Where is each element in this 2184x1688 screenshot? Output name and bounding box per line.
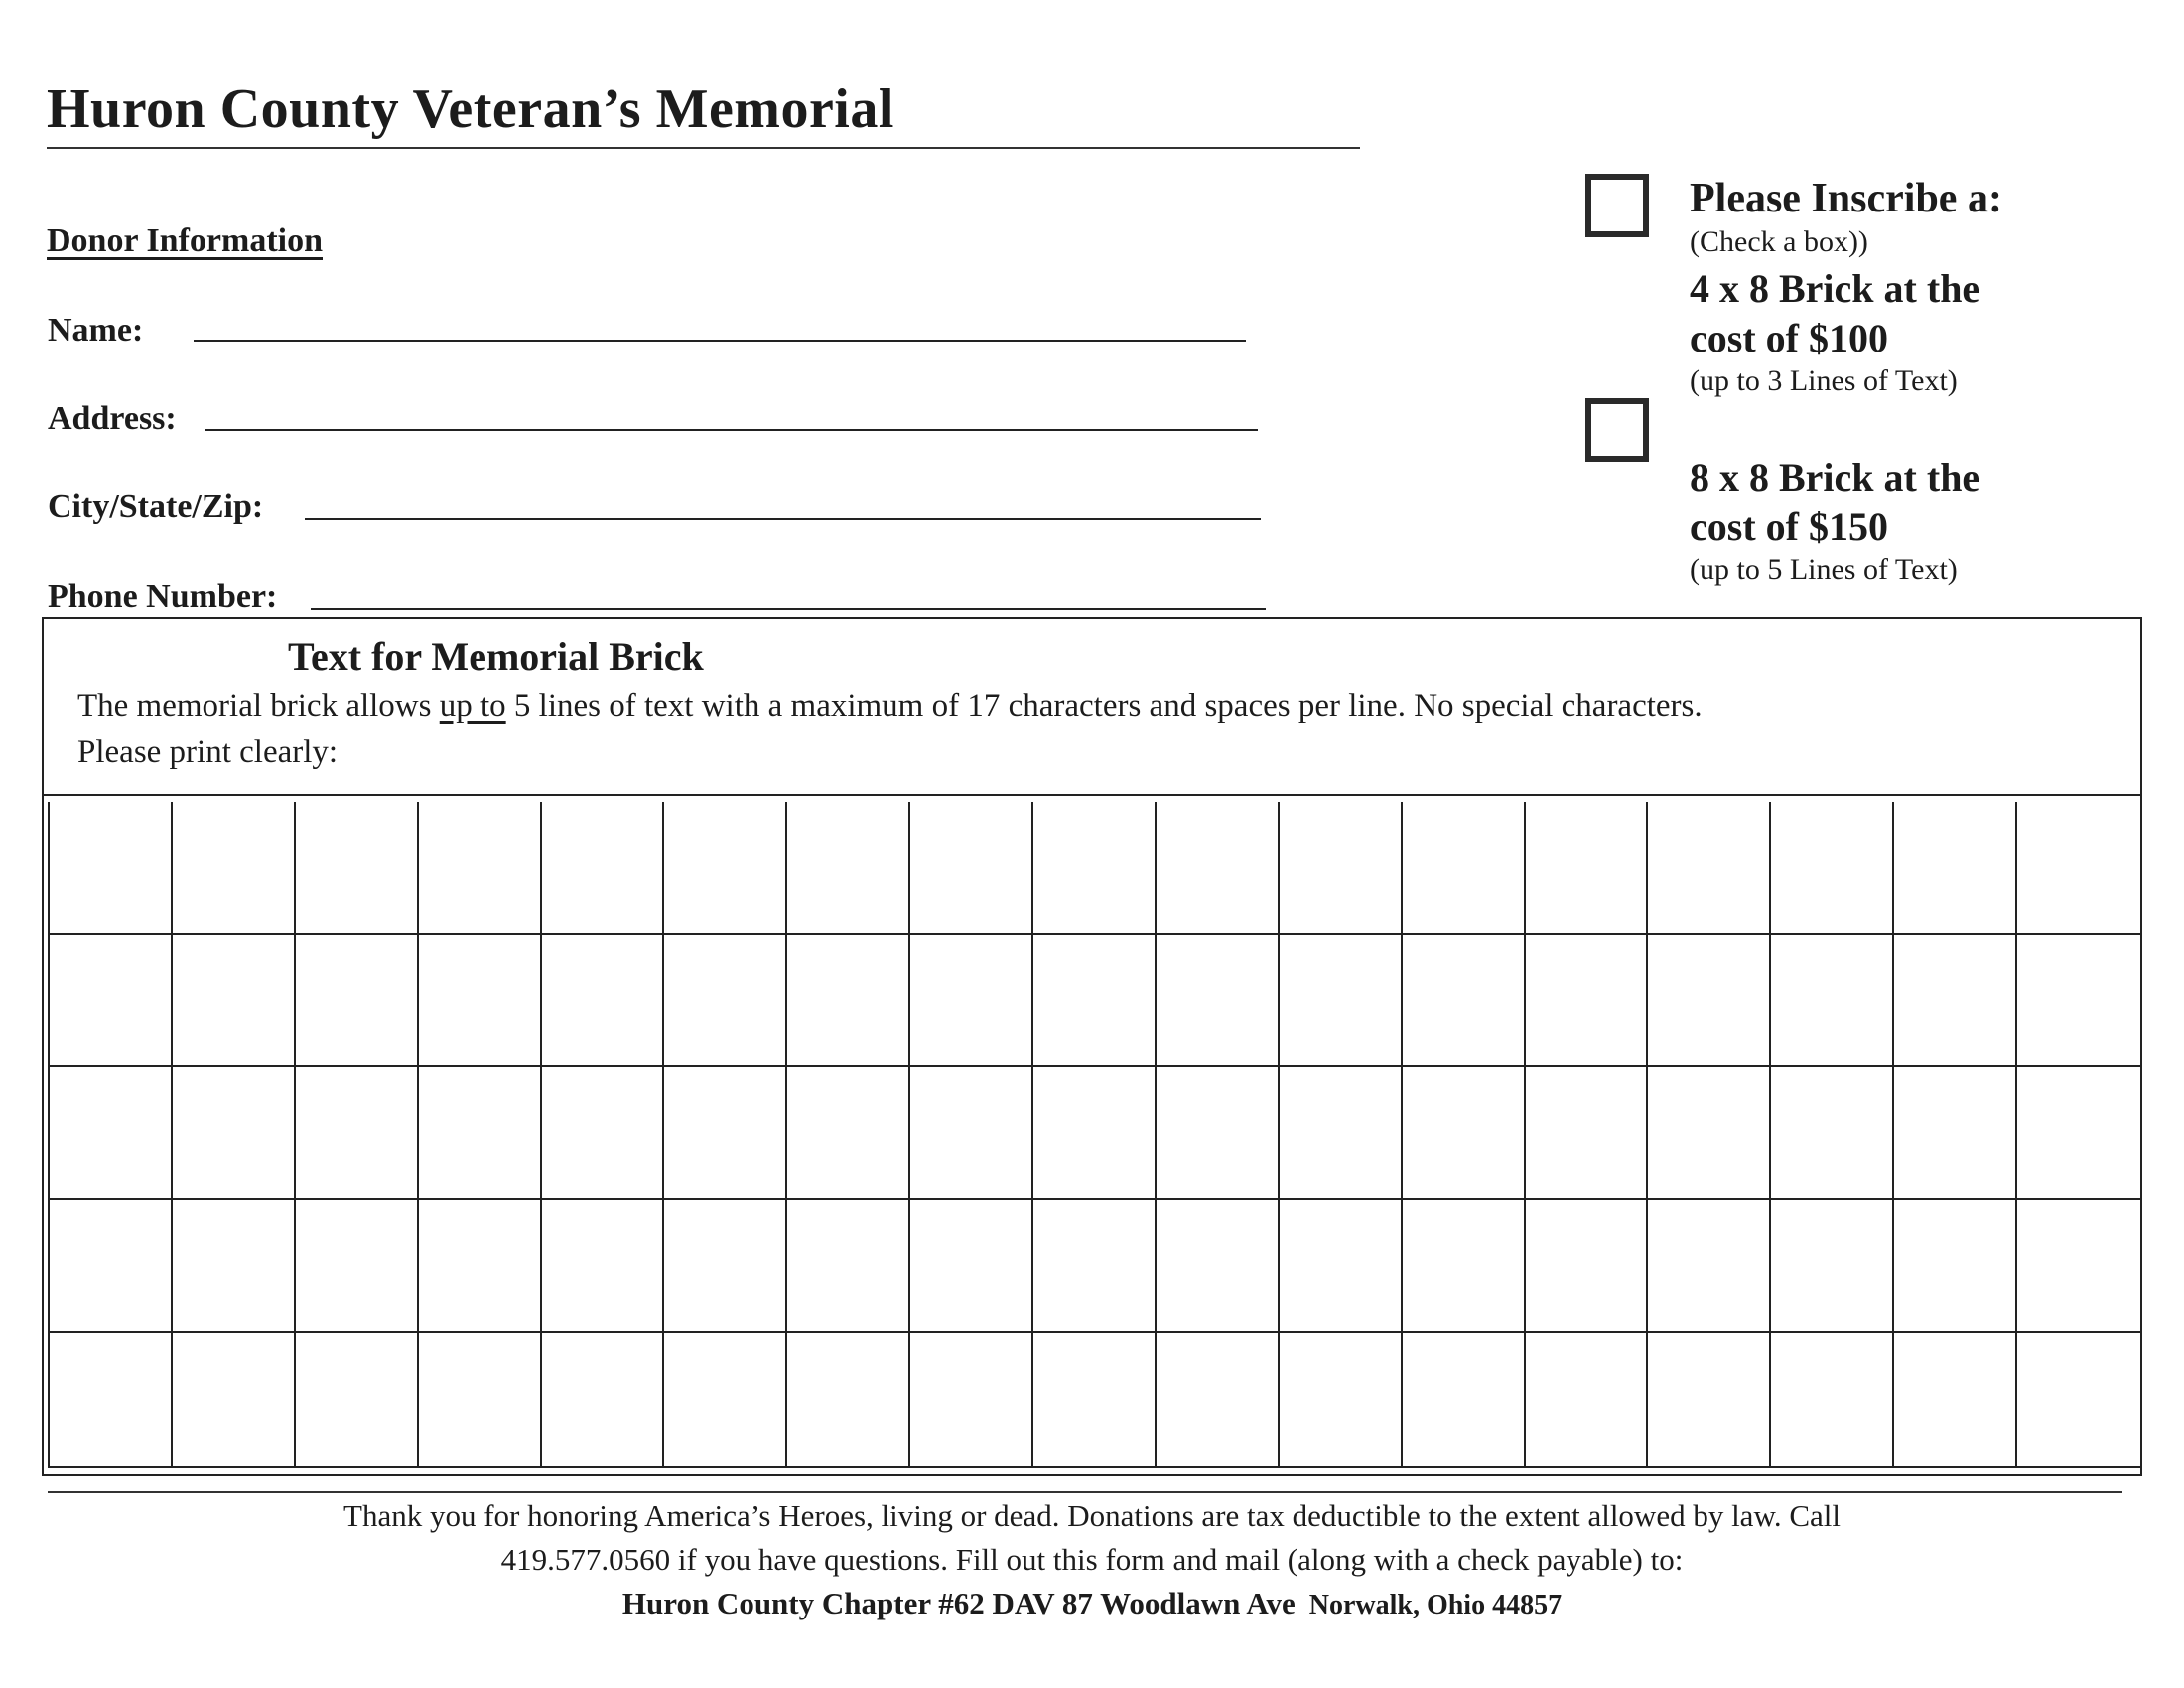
grid-cell[interactable] [1033,1333,1157,1466]
grid-cell[interactable] [296,1333,419,1466]
grid-cell[interactable] [1648,1067,1771,1200]
grid-cell[interactable] [1771,1067,1894,1200]
grid-cell[interactable] [1280,935,1403,1068]
grid-cell[interactable] [173,935,296,1068]
grid-cell[interactable] [787,1333,910,1466]
phone-number-field[interactable] [311,608,1266,610]
grid-cell[interactable] [1033,1067,1157,1200]
grid-cell[interactable] [1771,935,1894,1068]
grid-cell[interactable] [1033,802,1157,935]
footer-rule [48,1491,2122,1493]
grid-cell[interactable] [50,1333,173,1466]
grid-cell[interactable] [1771,1200,1894,1334]
grid-cell[interactable] [173,1333,296,1466]
grid-cell[interactable] [910,1333,1033,1466]
name-label: Name: [48,312,144,349]
mailing-address: Huron County Chapter #62 DAV 87 Woodlawn Ave [621,1586,1296,1620]
grid-cell[interactable] [1403,1200,1526,1334]
address-label: Address: [48,400,177,437]
grid-cell[interactable] [1526,1333,1649,1466]
grid-cell[interactable] [542,1067,665,1200]
grid-cell[interactable] [296,1200,419,1334]
grid-cell[interactable] [173,1067,296,1200]
grid-cell[interactable] [419,1067,542,1200]
grid-cell[interactable] [419,1333,542,1466]
grid-cell[interactable] [787,1067,910,1200]
grid-top-rule [42,794,2142,796]
city-state-zip-field[interactable] [305,518,1261,520]
grid-cell[interactable] [542,1333,665,1466]
grid-cell[interactable] [1894,935,2017,1068]
grid-cell[interactable] [1526,802,1649,935]
memorial-brick-instructions [77,683,2083,774]
memorial-brick-heading: Text for Memorial Brick [288,634,704,679]
donor-info-heading: Donor Information [47,222,323,259]
grid-cell[interactable] [542,1200,665,1334]
grid-cell[interactable] [2017,1067,2140,1200]
grid-cell[interactable] [1403,1333,1526,1466]
grid-cell[interactable] [1403,1067,1526,1200]
grid-cell[interactable] [1280,802,1403,935]
brick-4x8-price: cost of $100 [1690,316,1888,360]
grid-cell[interactable] [1280,1333,1403,1466]
brick-8x8-lines-note: (up to 5 Lines of Text) [1690,553,1958,586]
grid-cell[interactable] [1894,1333,2017,1466]
grid-cell[interactable] [1280,1067,1403,1200]
grid-cell[interactable] [296,935,419,1068]
instructions-print-clearly: Please print clearly: [77,734,339,770]
grid-cell[interactable] [1403,802,1526,935]
grid-cell[interactable] [542,935,665,1068]
grid-cell[interactable] [50,1200,173,1334]
grid-cell[interactable] [1648,802,1771,935]
grid-cell[interactable] [1771,1333,1894,1466]
grid-cell[interactable] [1157,1200,1280,1334]
instructions-text-2: 5 lines of text with a maximum of 17 characters and spaces per line. No special characters. [505,688,1703,724]
grid-cell[interactable] [2017,1333,2140,1466]
grid-cell[interactable] [296,1067,419,1200]
grid-cell[interactable] [910,935,1033,1068]
grid-cell[interactable] [542,802,665,935]
grid-cell[interactable] [910,1200,1033,1334]
brick-8x8-checkbox[interactable] [1585,398,1649,462]
footer-line2: 419.577.0560 if you have questions. Fill out this form and mail (along with a check payable) to: [500,1542,1684,1577]
grid-cell[interactable] [664,1200,787,1334]
grid-cell[interactable] [1526,935,1649,1068]
grid-cell[interactable] [910,1067,1033,1200]
instructions-up-to: up to [439,688,506,724]
form-title: Huron County Veteran’s Memorial [47,78,894,140]
instructions-text-1: The memorial brick allows [77,688,440,724]
grid-cell[interactable] [1157,802,1280,935]
grid-cell[interactable] [664,935,787,1068]
grid-cell[interactable] [910,802,1033,935]
grid-cell[interactable] [787,802,910,935]
character-grid [48,802,2142,1468]
grid-cell[interactable] [1771,802,1894,935]
brick-4x8-checkbox[interactable] [1585,174,1649,237]
brick-4x8-lines-note: (up to 3 Lines of Text) [1690,364,1958,397]
grid-cell[interactable] [1648,935,1771,1068]
brick-8x8-price: cost of $150 [1690,504,1888,549]
grid-cell[interactable] [1894,1200,2017,1334]
grid-cell[interactable] [2017,802,2140,935]
phone-number-label: Phone Number: [48,578,278,615]
grid-cell[interactable] [419,935,542,1068]
grid-cell[interactable] [664,802,787,935]
grid-cell[interactable] [1403,935,1526,1068]
grid-cell[interactable] [173,1200,296,1334]
grid-cell[interactable] [1280,1200,1403,1334]
grid-cell[interactable] [2017,1200,2140,1334]
grid-cell[interactable] [173,802,296,935]
grid-cell[interactable] [1033,1200,1157,1334]
grid-cell[interactable] [1526,1200,1649,1334]
name-field[interactable] [194,340,1246,342]
grid-cell[interactable] [1157,935,1280,1068]
grid-cell[interactable] [1157,1333,1280,1466]
grid-cell[interactable] [664,1333,787,1466]
grid-cell[interactable] [2017,935,2140,1068]
grid-cell[interactable] [1648,1333,1771,1466]
city-state-zip-label: City/State/Zip: [48,489,264,525]
grid-cell[interactable] [787,935,910,1068]
grid-cell[interactable] [664,1067,787,1200]
grid-cell[interactable] [50,802,173,935]
address-field[interactable] [205,429,1258,431]
brick-4x8-line1: 4 x 8 Brick at the [1690,266,1980,311]
grid-cell[interactable] [419,802,542,935]
brick-8x8-line1: 8 x 8 Brick at the [1690,455,1980,499]
grid-cell[interactable] [1894,1067,2017,1200]
mailing-city: Norwalk, Ohio 44857 [1308,1590,1563,1620]
title-rule [47,147,1360,149]
grid-cell[interactable] [1033,935,1157,1068]
grid-cell[interactable] [296,802,419,935]
grid-cell[interactable] [50,1067,173,1200]
grid-cell[interactable] [1894,802,2017,935]
inscribe-title: Please Inscribe a: [1690,176,2002,221]
grid-cell[interactable] [1526,1067,1649,1200]
footer-line1: Thank you for honoring America’s Heroes, living or dead. Donations are tax deductible to the extent allowed by law. Call [343,1498,1841,1533]
grid-cell[interactable] [787,1200,910,1334]
grid-cell[interactable] [1157,1067,1280,1200]
check-a-box-note: (Check a box)) [1690,225,1868,258]
grid-cell[interactable] [50,935,173,1068]
grid-cell[interactable] [1648,1200,1771,1334]
grid-cell[interactable] [419,1200,542,1334]
footer [199,1494,1985,1627]
